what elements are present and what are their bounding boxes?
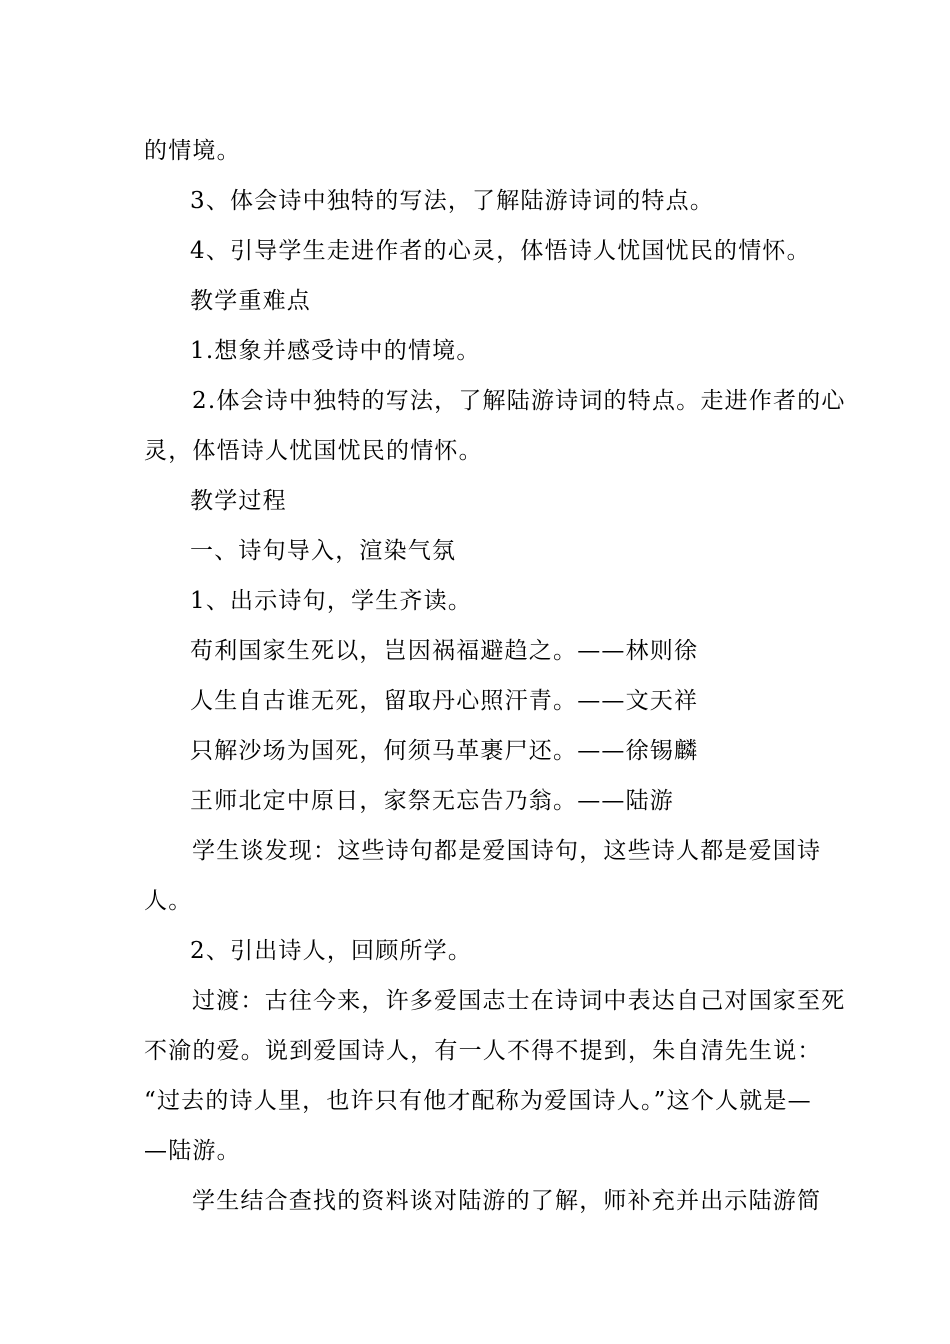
- text-line: 过渡：古往今来，许多爱国志士在诗词中表达自己对国家至死: [192, 988, 846, 1014]
- text-line: 的情境。: [144, 138, 241, 164]
- section-heading: 教学过程: [190, 488, 287, 514]
- text-line: 人。: [144, 888, 193, 914]
- poem-line: 苟利国家生死以，岂因祸福避趋之。——林则徐: [190, 638, 699, 664]
- section-heading: 教学重难点: [190, 288, 311, 314]
- text-line: 学生结合查找的资料谈对陆游的了解，师补充并出示陆游简: [192, 1188, 822, 1214]
- subsection-heading: 一、诗句导入，渲染气氛: [190, 538, 457, 564]
- text-line: 灵，体悟诗人忧国忧民的情怀。: [144, 438, 483, 464]
- poem-line: 只解沙场为国死，何须马革裹尸还。——徐锡麟: [190, 738, 699, 764]
- poem-line: 人生自古谁无死，留取丹心照汗青。——文天祥: [190, 688, 699, 714]
- text-line: 不渝的爱。说到爱国诗人，有一人不得不提到，朱自清先生说：: [144, 1038, 822, 1064]
- text-line: 学生谈发现：这些诗句都是爱国诗句，这些诗人都是爱国诗: [192, 838, 822, 864]
- step-1: 1、出示诗句，学生齐读。: [190, 588, 473, 614]
- objective-3: 3、体会诗中独特的写法，了解陆游诗词的特点。: [190, 188, 715, 214]
- objective-4: 4、引导学生走进作者的心灵，体悟诗人忧国忧民的情怀。: [190, 238, 811, 264]
- key-point-2: 2.体会诗中独特的写法，了解陆游诗词的特点。走进作者的心: [192, 388, 846, 414]
- text-line: —陆游。: [144, 1138, 241, 1164]
- key-point-1: 1.想象并感受诗中的情境。: [190, 338, 481, 364]
- text-line: “过去的诗人里，也许只有他才配称为爱国诗人。”这个人就是—: [144, 1088, 812, 1114]
- step-2: 2、引出诗人，回顾所学。: [190, 938, 473, 964]
- poem-line: 王师北定中原日，家祭无忘告乃翁。——陆游: [190, 788, 674, 814]
